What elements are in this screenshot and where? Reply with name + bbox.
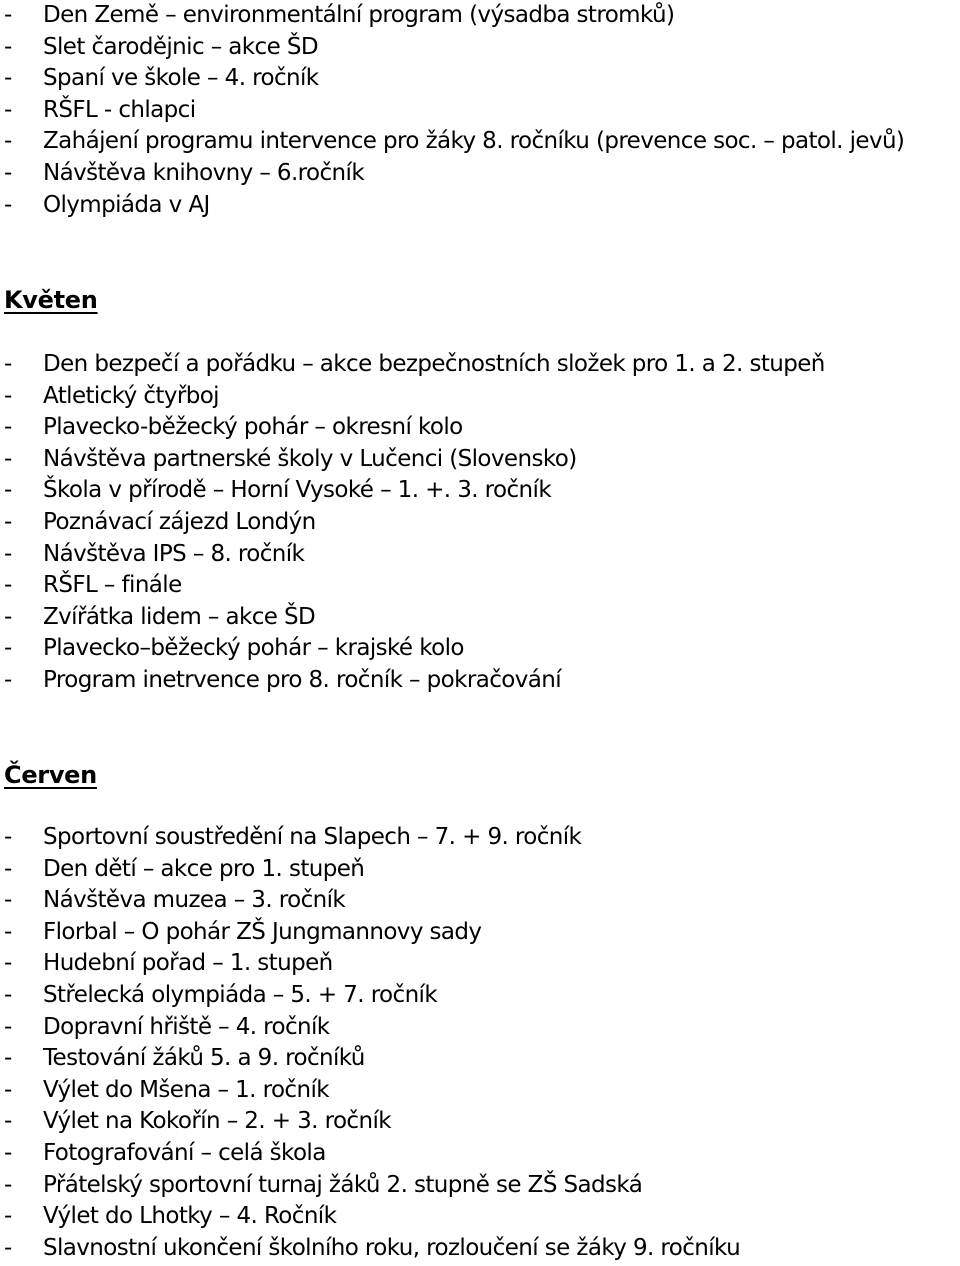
list-item-text: Atletický čtyřboj	[43, 382, 219, 409]
bullet-dash: -	[4, 33, 12, 60]
bullet-dash: -	[4, 635, 12, 662]
list-item-text: Výlet na Kokořín – 2. + 3. ročník	[43, 1108, 391, 1135]
bullet-dash: -	[4, 1045, 12, 1072]
section-heading-may: Květen	[4, 286, 98, 314]
bullet-dash: -	[4, 477, 12, 504]
list-item-text: Fotografování – celá škola	[43, 1139, 326, 1166]
list-item-text: Program inetrvence pro 8. ročník – pokračování	[43, 666, 561, 693]
bullet-dash: -	[4, 191, 12, 218]
list-item-text: RŠFL – finále	[43, 572, 182, 599]
list-item-text: Návštěva partnerské školy v Lučenci (Slovensko)	[43, 445, 577, 472]
bullet-dash: -	[4, 128, 12, 155]
list-item-text: Návštěva muzea – 3. ročník	[43, 887, 346, 914]
list-item-text: Návštěva IPS – 8. ročník	[43, 540, 305, 567]
list-item-text: Plavecko-běžecký pohár – okresní kolo	[43, 414, 463, 441]
bullet-dash: -	[4, 540, 12, 567]
list-item-text: Výlet do Lhotky – 4. Ročník	[43, 1203, 337, 1230]
bullet-dash: -	[4, 855, 12, 882]
list-item-text: Výlet do Mšena – 1. ročník	[43, 1076, 329, 1103]
bullet-dash: -	[4, 572, 12, 599]
list-item-text: Přátelský sportovní turnaj žáků 2. stupně se ZŠ Sadská	[43, 1171, 643, 1198]
list-item-text: Slavnostní ukončení školního roku, rozloučení se žáky 9. ročníku	[43, 1234, 741, 1261]
list-item-text: Testování žáků 5. a 9. ročníků	[43, 1045, 365, 1072]
list-item-text: Dopravní hřiště – 4. ročník	[43, 1013, 330, 1040]
bullet-dash: -	[4, 65, 12, 92]
list-item-text: Florbal – O pohár ZŠ Jungmannovy sady	[43, 918, 482, 945]
bullet-dash: -	[4, 382, 12, 409]
list-item-text: RŠFL - chlapci	[43, 96, 196, 123]
bullet-dash: -	[4, 1139, 12, 1166]
bullet-dash: -	[4, 351, 12, 377]
list-item-text: Plavecko–běžecký pohár – krajské kolo	[43, 635, 464, 662]
section-heading-june: Červen	[4, 761, 97, 789]
list-item-text: Spaní ve škole – 4. ročník	[43, 65, 319, 92]
bullet-dash: -	[4, 1234, 12, 1261]
list-item-text: Slet čarodějnic – akce ŠD	[43, 33, 318, 60]
list-item-text: Střelecká olympiáda – 5. + 7. ročník	[43, 981, 438, 1008]
bullet-dash: -	[4, 666, 12, 693]
bullet-dash: -	[4, 414, 12, 441]
list-item-text: Zvířátka lidem – akce ŠD	[43, 603, 316, 630]
list-item-text: Poznávací zájezd Londýn	[43, 508, 316, 535]
list-item-text: Den bezpečí a pořádku – akce bezpečnostních složek pro 1. a 2. stupeň	[43, 351, 825, 377]
list-item-text: Návštěva knihovny – 6.ročník	[43, 159, 365, 186]
bullet-dash: -	[4, 887, 12, 914]
bullet-dash: -	[4, 1171, 12, 1198]
bullet-dash: -	[4, 1203, 12, 1230]
bullet-dash: -	[4, 1013, 12, 1040]
bullet-dash: -	[4, 1108, 12, 1135]
list-item-text: Olympiáda v AJ	[43, 191, 210, 218]
bullet-dash: -	[4, 2, 12, 28]
bullet-dash: -	[4, 445, 12, 472]
bullet-dash: -	[4, 950, 12, 977]
list-item-text: Sportovní soustředění na Slapech – 7. + 9. ročník	[43, 824, 582, 850]
list-item-text: Zahájení programu intervence pro žáky 8. ročníku (prevence soc. – patol. jevů)	[43, 128, 905, 155]
list-item-text: Den Země – environmentální program (výsadba stromků)	[43, 2, 675, 28]
bullet-dash: -	[4, 96, 12, 123]
bullet-dash: -	[4, 159, 12, 186]
list-item-text: Den dětí – akce pro 1. stupeň	[43, 855, 365, 882]
bullet-dash: -	[4, 918, 12, 945]
bullet-dash: -	[4, 508, 12, 535]
bullet-dash: -	[4, 981, 12, 1008]
bullet-dash: -	[4, 1076, 12, 1103]
list-item-text: Hudební pořad – 1. stupeň	[43, 950, 333, 977]
bullet-dash: -	[4, 603, 12, 630]
bullet-dash: -	[4, 824, 12, 850]
list-item-text: Škola v přírodě – Horní Vysoké – 1. +. 3. ročník	[43, 477, 552, 504]
